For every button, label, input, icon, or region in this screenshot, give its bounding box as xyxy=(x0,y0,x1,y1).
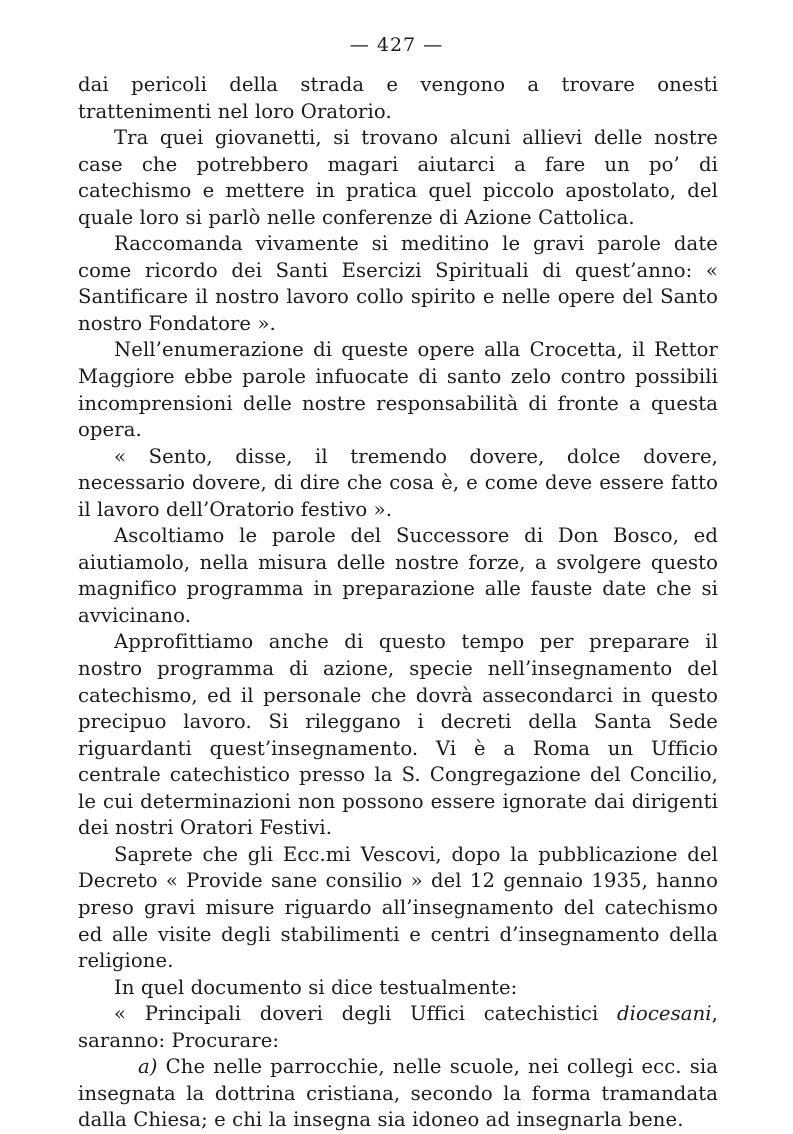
list-item-a xyxy=(78,1054,718,1134)
paragraph-4: Nell’enumerazione di queste opere alla Crocetta, il Rettor Maggiore ebbe parole infuocate di santo zelo contro possibili incomprensioni delle nostre responsabilità di fronte a questa opera. xyxy=(78,338,718,442)
paragraph-2: Tra quei giovanetti, si trovano alcuni allievi delle nostre case che potrebbero magari aiutarci a fare un po’ di catechismo e mettere in pratica quel piccolo apostolato, del quale loro si parlò nelle conferenze di Azione Cattolica. xyxy=(78,126,718,229)
paragraph-1: dai pericoli della strada e vengono a trovare onesti trattenimenti nel loro Oratorio. xyxy=(78,73,718,123)
page-number: — 427 — xyxy=(349,34,444,56)
body-text xyxy=(78,72,718,1134)
list-item-a-text: Che nelle parrocchie, nelle scuole, nei collegi ecc. sia insegnata la dottrina cristiana, secondo la forma tramandata dalla Chiesa; e chi la insegna sia idoneo ad insegnarla bene. xyxy=(78,1055,718,1132)
paragraph-7: Approfittiamo anche di questo tempo per preparare il nostro programma di azione, specie nell’insegnamento del catechismo, ed il personale che dovrà assecondarci in questo precipuo lavoro. Si rileggano i decreti della Santa Sede riguardanti quest’insegnamento. Vi è a Roma un Ufficio centrale catechistico presso la S. Congregazione del Concilio, le cui determinazioni non possono essere ignorate dai dirigenti dei nostri Oratori Festivi. xyxy=(78,630,718,840)
paragraph-8: Saprete che gli Ecc.mi Vescovi, dopo la pubblicazione del Decreto « Provide sane consilio » del 12 gennaio 1935, hanno preso gravi misure riguardo all’insegnamento del catechismo ed alle visite degli stabilimenti e centri d’insegnamento della religione. xyxy=(78,842,718,973)
paragraph-6: Ascoltiamo le parole del Successore di Don Bosco, ed aiutiamolo, nella misura delle nostre forze, a svolgere questo magnifico programma in preparazione alle fauste date che si avvicinano. xyxy=(78,524,718,627)
quote-intro-tail: , saranno: Procurare: xyxy=(78,1002,718,1052)
list-item-a-marker: a) xyxy=(138,1055,158,1079)
paragraph-9: In quel documento si dice testualmente: xyxy=(114,975,518,999)
quote-intro-italic: diocesani xyxy=(616,1002,712,1026)
paragraph-5: « Sento, disse, il tremendo dovere, dolce dovere, necessario dovere, di dire che cosa è, e come deve essere fatto il lavoro dell’Oratorio festivo ». xyxy=(78,444,718,521)
quote-intro-lead: « Principali doveri degli Uffici catechistici xyxy=(114,1002,617,1026)
quote-intro xyxy=(78,1001,718,1054)
paragraph-3: Raccomanda vivamente si meditino le gravi parole date come ricordo dei Santi Esercizi Spirituali di quest’anno: « Santificare il nostro lavoro collo spirito e nelle opere del Santo nostro Fondatore ». xyxy=(78,232,718,335)
